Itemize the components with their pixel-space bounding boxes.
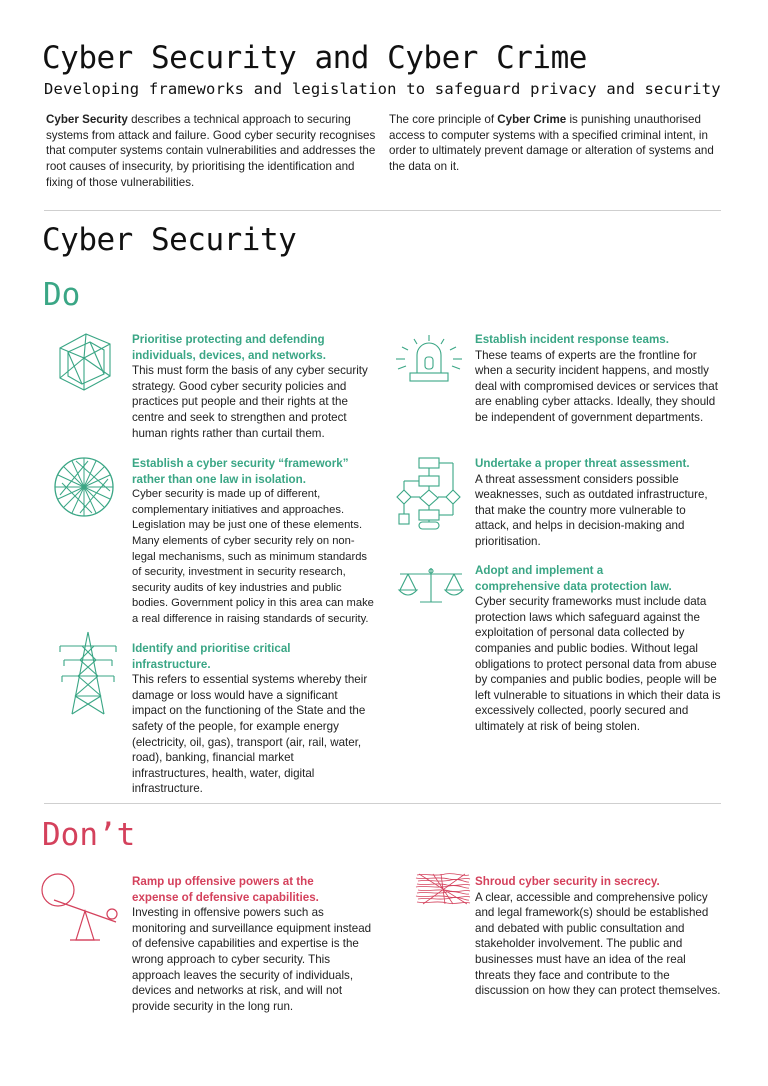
dont-item-body: Investing in offensive powers such as monitoring and surveillance equipment instead of defensive capabilities and expertise is the wrong approach to cyber security. This approach leaves the security of individuals, devices and networks at risk, and will not provide security in the long run. bbox=[132, 906, 372, 1013]
intro-right-text: is punishing unauthorised access to computer systems with a specified criminal intent, in order to ultimately prevent damage or alteration of systems and the data on it. bbox=[389, 113, 714, 174]
do-item-title: Identify and prioritise critical infrastructure. bbox=[132, 642, 291, 671]
scribbled-box-icon bbox=[415, 872, 471, 906]
intro-right-lead: The core principle of bbox=[389, 113, 498, 126]
dont-heading: Don’t bbox=[42, 817, 136, 853]
dont-item-title: Ramp up offensive powers at the expense of defensive capabilities. bbox=[132, 875, 319, 904]
intro-left-term: Cyber Security bbox=[46, 113, 128, 126]
do-item-title: Establish a cyber security “framework” rather than one law in isolation. bbox=[132, 457, 349, 486]
divider bbox=[44, 803, 721, 804]
balance-scale-icon bbox=[396, 566, 466, 606]
unbalanced-seesaw-icon bbox=[40, 870, 120, 946]
dont-item-title: Shroud cyber security in secrecy. bbox=[475, 875, 660, 888]
do-item-body: A threat assessment considers possible weaknesses, such as outdated infrastructure, that make the country more vulnerable to attack, and helps in decision-making and prioritisation. bbox=[475, 472, 708, 548]
do-item-title: Establish incident response teams. bbox=[475, 333, 669, 346]
section-title: Cyber Security bbox=[42, 222, 297, 258]
do-item-title: Prioritise protecting and defending individuals, devices, and networks. bbox=[132, 333, 326, 362]
do-item-1 bbox=[132, 332, 378, 441]
dont-item-2 bbox=[475, 874, 721, 999]
dont-item-body: A clear, accessible and comprehensive policy and legal framework(s) should be established and debated with public consultation and stakeholder involvement. The public and businesses must have an idea of the real threats they face and contribute to the discussion on how they can protect themselves. bbox=[475, 890, 721, 998]
wireframe-cube-icon bbox=[54, 330, 114, 394]
do-item-title: Undertake a proper threat assessment. bbox=[475, 457, 690, 470]
intro-right-term: Cyber Crime bbox=[497, 113, 567, 126]
do-item-body: Cyber security frameworks must include data protection laws which safeguard against the exploitation of personal data collected by companies and public bodies. Without legal obligations to protect personal data from abuse by companies and public bodies, people will be left vulnerable to situations in which their data is excessively collected, poorly secured and ultimately at risk of being stolen. bbox=[475, 595, 721, 733]
do-heading: Do bbox=[43, 277, 81, 313]
power-pylon-icon bbox=[56, 630, 120, 716]
dont-item-1 bbox=[132, 874, 378, 1014]
do-item-body: This must form the basis of any cyber security strategy. Good cyber security policies and practices put people and their rights at the centre and seek to strengthen and protect human rights rather than curtail them. bbox=[132, 364, 368, 440]
do-item-body: Cyber security is made up of different, complementary initiatives and approaches. Legislation may be just one of these elements. Many elements of cyber security rely on non-legal mechanisms, such as minimum standards of security, investment in security research, security audits of key industries and public bodies. Government policy in this area can make a real difference in raising standards of security. bbox=[132, 488, 374, 625]
do-item-3 bbox=[132, 641, 372, 797]
page-subtitle: Developing frameworks and legislation to safeguard privacy and security bbox=[44, 80, 721, 98]
do-item-6 bbox=[475, 563, 721, 735]
network-globe-icon bbox=[52, 455, 116, 519]
do-item-2 bbox=[132, 456, 378, 628]
divider bbox=[44, 210, 721, 211]
alarm-siren-icon bbox=[394, 333, 464, 385]
do-item-title: Adopt and implement a comprehensive data protection law. bbox=[475, 564, 672, 593]
flowchart-icon bbox=[395, 456, 467, 530]
intro-left-text: describes a technical approach to securing systems from attack and failure. Good cyber security recognises that computer systems contain vulnerabilities and addresses the root causes of insecurity, by prioritising the identification and fixing of those vulnerabilities. bbox=[46, 113, 376, 189]
intro-right bbox=[389, 112, 721, 175]
do-item-body: This refers to essential systems whereby their damage or loss would have a significant impact on the functioning of the State and the safety of the people, for example energy (electricity, oil, gas), transport (air, rail, water, road), banking, financial market infrastructures, health, water, digital infrastructure. bbox=[132, 673, 368, 796]
intro-left bbox=[46, 112, 376, 191]
do-item-body: These teams of experts are the frontline for when a security incident happens, and mostly deal with compromised devices or services that are enabling cyber attacks. Ideally, they should be independent of government departments. bbox=[475, 348, 718, 424]
do-item-4 bbox=[475, 332, 721, 426]
page-title: Cyber Security and Cyber Crime bbox=[42, 40, 587, 76]
do-item-5 bbox=[475, 456, 721, 550]
